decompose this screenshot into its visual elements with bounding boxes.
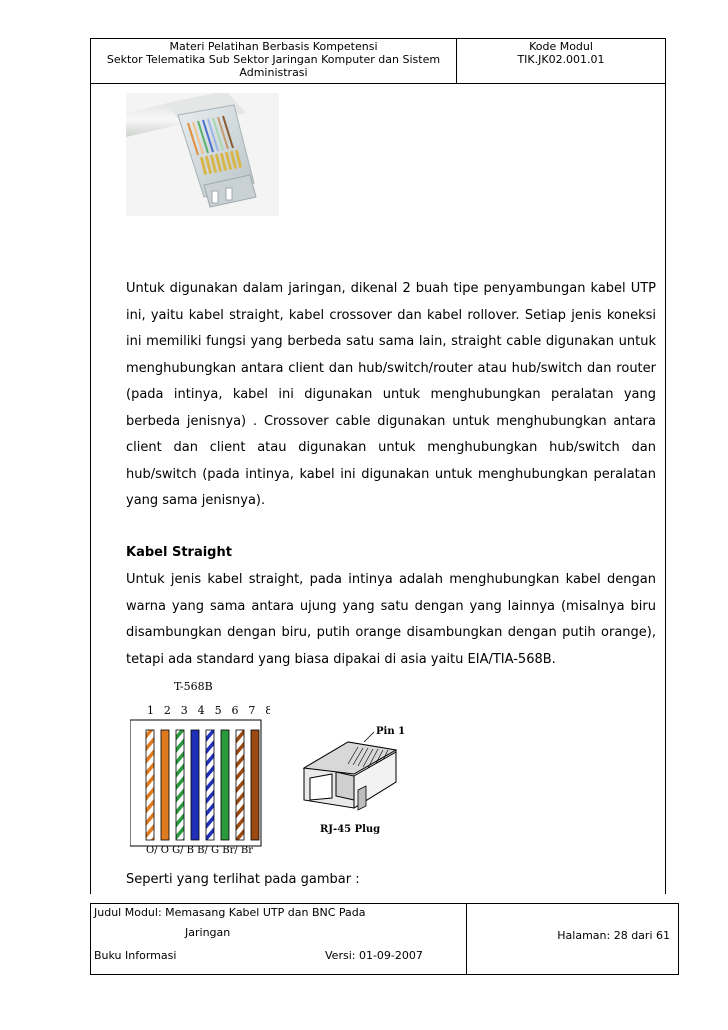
header-code-value: TIK.JK02.001.01 [517, 53, 605, 66]
wire-1-white-orange [146, 730, 154, 840]
wire-8-brown [251, 730, 259, 840]
footer-module-title-line1: Judul Modul: Memasang Kabel UTP dan BNC Pada [94, 906, 366, 919]
wiring-title: T-568B [174, 680, 213, 693]
rj45-photo [126, 93, 279, 216]
footer-page-number: Halaman: 28 dari 61 [557, 929, 670, 942]
header-title-line1: Materi Pelatihan Berbasis Kompetensi [169, 40, 378, 53]
wire-2-orange [161, 730, 169, 840]
pin-1-label: Pin 1 [376, 726, 406, 737]
wiring-pin-numbers: 1 2 3 4 5 6 7 8 [147, 704, 270, 717]
section-heading-kabel-straight: Kabel Straight [126, 545, 232, 560]
straight-paragraph: Untuk jenis kabel straight, pada intinya adalah menghubungkan kabel dengan warna yang sama antara ujung yang satu dengan yang lainnya (misalnya biru disambungkan dengan biru, putih orange disambungkan dengan putih orange), tetapi ada standard yang biasa dipakai di asia yaitu EIA/TIA-568B. [126, 572, 656, 667]
rj45-plug-label: RJ-45 Plug [320, 824, 381, 835]
rj45-plug-diagram [296, 720, 418, 840]
header-code-label: Kode Modul [529, 40, 593, 53]
wire-4-blue [191, 730, 199, 840]
header-code-cell [457, 39, 665, 83]
header-title-line3: Administrasi [239, 66, 308, 79]
t568b-wiring-diagram [130, 678, 270, 854]
footer-book-type: Buku Informasi [94, 949, 177, 962]
document-header [90, 38, 666, 84]
document-footer [90, 903, 679, 975]
wire-7-white-brown [236, 730, 244, 840]
footer-version: Versi: 01-09-2007 [325, 949, 423, 962]
footer-page-cell [467, 904, 678, 974]
header-title-cell [91, 39, 457, 83]
figure-caption: Seperti yang terlihat pada gambar : [126, 872, 360, 887]
footer-info-cell [91, 904, 467, 974]
footer-module-title-line2: Jaringan [185, 926, 231, 939]
intro-paragraph: Untuk digunakan dalam jaringan, dikenal 2 buah tipe penyambungan kabel UTP ini, yaitu kabel straight, kabel crossover dan kabel rollover. Setiap jenis koneksi ini memiliki fungsi yang berbeda satu sama lain, straight cable digunakan untuk menghubungkan antara client dan hub/switch/router atau hub/switch dan router (pada intinya, kabel ini digunakan untuk menghubungkan peralatan yang berbeda jenisnya) . Crossover cable digunakan untuk menghubungkan antara client dan client atau digunakan untuk menghubungkan hub/switch dan hub/switch (pada intinya, kabel ini digunakan untuk menghubungkan peralatan yang sama jenisnya). [126, 281, 656, 508]
wire-3-white-green [176, 730, 184, 840]
header-title-line2: Sektor Telematika Sub Sektor Jaringan Komputer dan Sistem [106, 53, 441, 66]
wiring-wire-labels: O/ O G/ B B/ G Br/ Br [146, 845, 254, 854]
wire-6-green [221, 730, 229, 840]
wire-5-white-blue [206, 730, 214, 840]
